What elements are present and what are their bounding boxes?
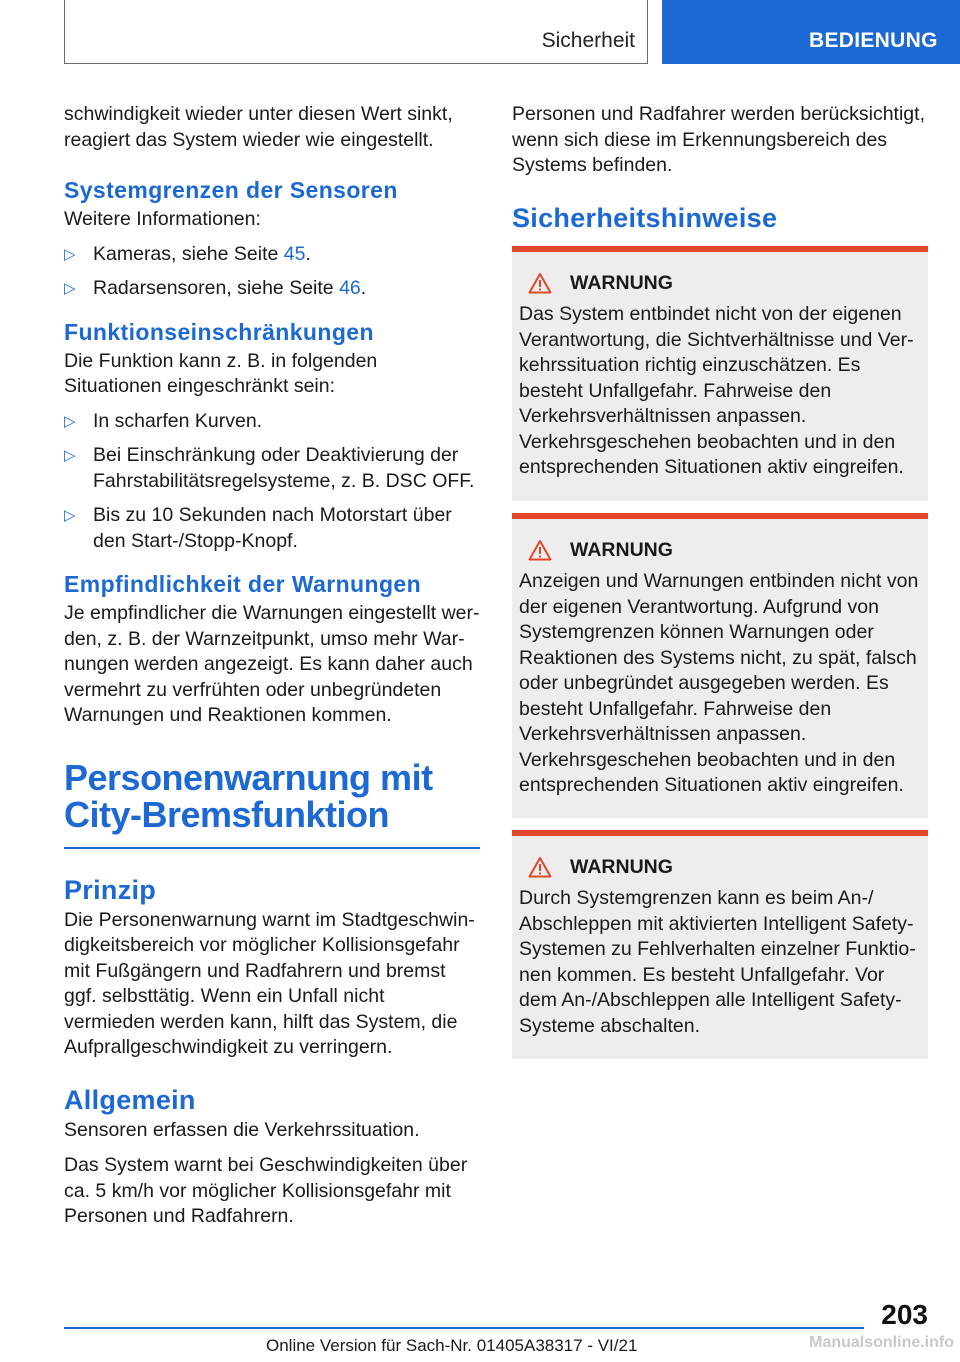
- footer-rule: [64, 1327, 864, 1329]
- footer-version-text: Online Version für Sach-Nr. 01405A38317 - VI/21: [266, 1336, 638, 1355]
- list-item: ▷ In scharfen Kurven.: [64, 409, 480, 435]
- systemgrenzen-list: [64, 242, 480, 302]
- prinzip-text: Die Personenwarnung warnt im Stadtgeschwindigkeitsbereich vor möglicher Kollisionsgefahr mit Fußgängern und Radfahrern und bremst ggf. selbsttätig. Wenn ein Unfall nicht vermieden werden kann, hilft das System, die Aufprallgeschwindigkeit zu verringern.: [64, 908, 475, 1058]
- list-item: ▷ Kameras, siehe Seite 45.: [64, 242, 480, 268]
- warning-text: Durch Systemgrenzen kann es beim An-/ Abschleppen mit aktivierten Intelligent Safety-Systemen zu Fehlverhalten einzelner Funktionen kommen. Es besteht Unfallgefahr. Vor dem An-/Abschleppen alle Intelligent Safety-Systeme abschalten.: [519, 887, 916, 1037]
- chapter-title-rule: [64, 847, 480, 849]
- triangle-bullet-icon: ▷: [64, 447, 76, 464]
- heading-allgemein: Allgemein: [64, 1084, 196, 1115]
- chapter-title: Personenwarnung mit City-Bremsfunktion: [64, 756, 433, 835]
- warning-triangle-icon: [528, 539, 552, 561]
- warning-label: WARNUNG: [570, 855, 673, 878]
- heading-sicherheitshinweise: Sicherheitshinweise: [512, 202, 778, 233]
- list-item: ▷ Radarsensoren, siehe Seite 46.: [64, 276, 480, 302]
- warning-triangle-icon: [528, 856, 552, 878]
- heading-systemgrenzen: Systemgrenzen der Sensoren: [64, 177, 398, 203]
- section-title: Sicherheit: [541, 29, 635, 52]
- warning-triangle-icon: [528, 272, 552, 294]
- watermark: Manualsonline.info: [809, 1334, 954, 1351]
- heading-funktionseinschraenkungen: Funktionseinschränkungen: [64, 318, 374, 345]
- allgemein-paragraph-1: Sensoren erfassen die Verkehrssituation.: [64, 1118, 420, 1141]
- list-item: ▷ Bis zu 10 Sekunden nach Motorstart über den Start-/Stopp-Knopf.: [64, 504, 452, 552]
- warning-label: WARNUNG: [570, 538, 673, 561]
- empfindlichkeit-text: Je empfindlicher die Warnungen eingestellt werden, z. B. der Warnzeitpunkt, umso mehr Warnungen werden angezeigt. Es kann daher auch vermehrt zu verfrühten oder unbegründeten Warnungen und Reaktionen kommen.: [64, 602, 480, 726]
- triangle-bullet-icon: ▷: [64, 412, 76, 430]
- right-column: [512, 102, 928, 235]
- list-item: ▷ Bei Einschränkung oder Deaktivierung der Fahrstabilitätsregelsysteme, z. B. DSC OFF.: [64, 444, 475, 492]
- warning-box-1: [512, 246, 928, 501]
- systemgrenzen-lead: Weitere Informationen:: [64, 208, 261, 230]
- intro-paragraph: schwindigkeit wieder unter diesen Wert sinkt, reagiert das System wieder wie eingestellt.: [64, 103, 453, 151]
- triangle-bullet-icon: ▷: [64, 280, 76, 297]
- header-section-box: [64, 0, 648, 64]
- allgemein-paragraph-2: Das System warnt bei Geschwindigkeiten über ca. 5 km/h vor möglicher Kollisionsgefahr mit Personen und Radfahrern.: [64, 1154, 468, 1227]
- chapter-tab[interactable]: BEDIENUNG: [662, 0, 960, 64]
- warning-box-3: [512, 830, 928, 1059]
- warning-box-2: [512, 513, 928, 818]
- funktion-list: [64, 409, 480, 555]
- funktion-lead: Die Funktion kann z. B. in folgenden Situationen eingeschränkt sein:: [64, 349, 378, 397]
- page-number: 203: [881, 1299, 928, 1330]
- warning-label: WARNUNG: [570, 271, 673, 294]
- heading-prinzip: Prinzip: [64, 874, 157, 905]
- page-link-45[interactable]: 45: [283, 242, 306, 265]
- right-intro-paragraph: Personen und Radfahrer werden berücksichtigt, wenn sich diese im Erkennungsbereich des Systems befinden.: [512, 103, 925, 176]
- left-column: [64, 102, 480, 1230]
- warning-text: Das System entbindet nicht von der eigenen Verantwortung, die Sichtverhältnisse und Verkehrssituation richtig einzuschätzen. Es besteht Unfallgefahr. Fahrweise den Verkehrsverhältnissen anpassen. Verkehrsgeschehen beobachten und in den entsprechenden Situationen aktiv eingreifen.: [519, 303, 914, 478]
- triangle-bullet-icon: ▷: [64, 507, 76, 524]
- heading-empfindlichkeit: Empfindlichkeit der Warnungen: [64, 571, 422, 597]
- page-link-46[interactable]: 46: [339, 277, 361, 299]
- warning-text: Anzeigen und Warnungen entbinden nicht von der eigenen Verantwortung. Aufgrund von Systemgrenzen können Warnungen oder Reaktionen des Systems nicht, zu spät, falsch oder unbegründet ausgegeben werden. Es besteht Unfallgefahr. Fahrweise den Verkehrsverhältnissen anpassen. Verkehrsgeschehen beobachten und in den entsprechenden Situationen aktiv eingreifen.: [519, 570, 919, 796]
- triangle-bullet-icon: ▷: [64, 245, 76, 263]
